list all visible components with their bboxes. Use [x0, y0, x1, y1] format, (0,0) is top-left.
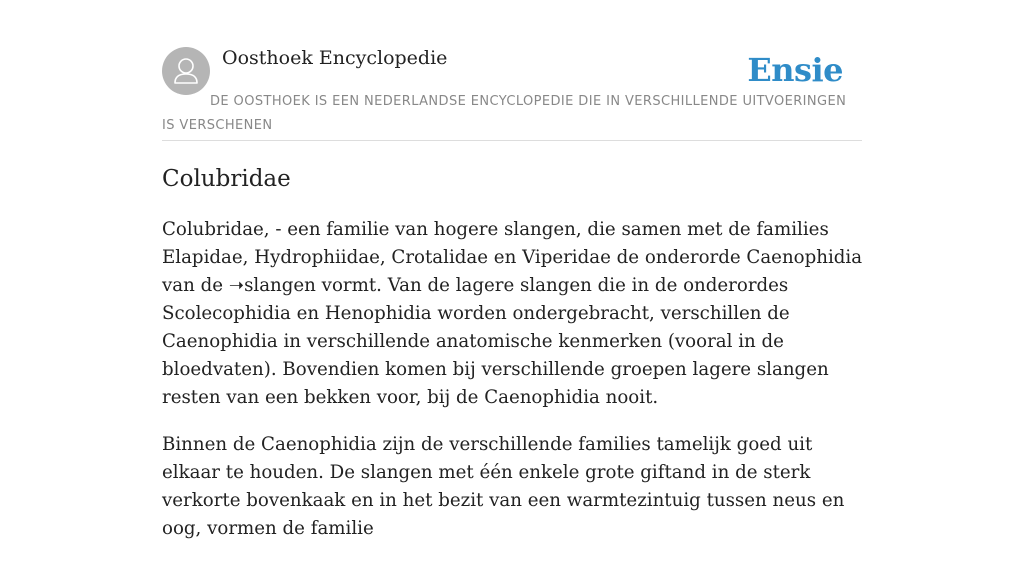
- paragraph: Binnen de Caenophidia zijn de verschillende families tamelijk goed uit elkaar te houden. De slangen met één enkele grote giftand in de sterk verkorte bovenkaak en in het bezit van een warmtezintuig tussen neus en oog, vormen de familie: [162, 434, 845, 539]
- slangen-link[interactable]: [229, 275, 316, 296]
- article-body: [162, 216, 864, 562]
- link-label: slangen: [244, 275, 316, 296]
- user-icon: [162, 47, 210, 95]
- article-title: Colubridae: [162, 166, 291, 192]
- source-header: [162, 46, 862, 141]
- avatar[interactable]: [162, 47, 210, 95]
- ensie-logo[interactable]: Ensie: [747, 51, 843, 89]
- paragraph: [162, 216, 864, 412]
- arrow-icon: ➝: [228, 275, 245, 296]
- source-name[interactable]: Oosthoek Encyclopedie: [222, 47, 448, 69]
- source-tagline: DE OOSTHOEK IS EEN NEDERLANDSE ENCYCLOPEDIE DIE IN VERSCHILLENDE UITVOERINGEN IS VERSCHENEN: [162, 94, 847, 133]
- paragraph-text: vormt. Van de lagere slangen die in de onderordes Scolecophidia en Henophidia worden ondergebracht, verschillen de Caenophidia in verschillende anatomische kenmerken (vooral in de bloedvaten). Bovendien komen bij verschillende groepen lagere slangen resten van een bekken voor, bij de Caenophidia nooit.: [162, 275, 829, 408]
- paragraph-text: Colubridae, - een familie van hogere slangen, die samen met de families Elapidae, Hydrophiidae, Crotalidae en Viperidae de onderorde Caenophidia van de: [162, 219, 863, 296]
